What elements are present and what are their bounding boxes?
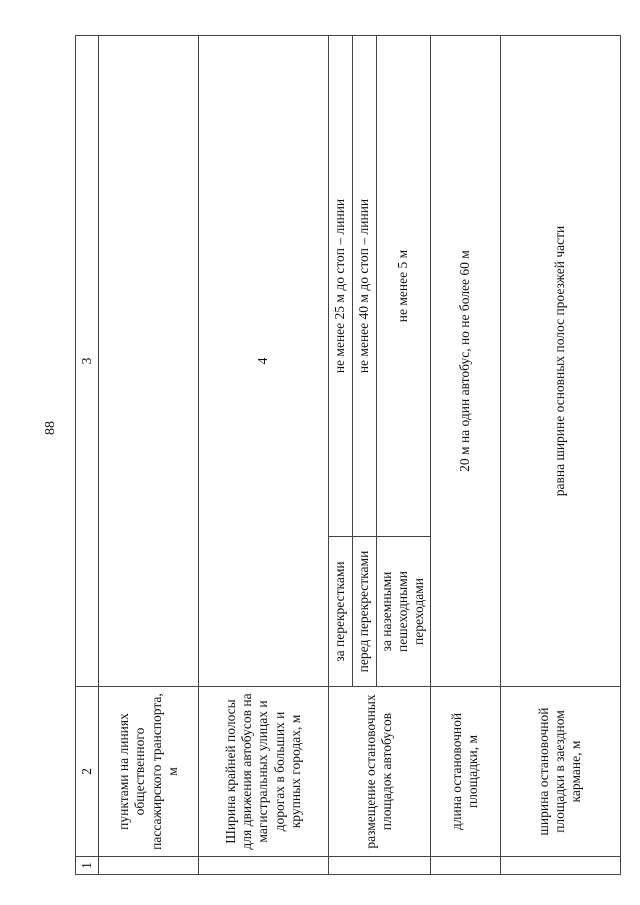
row3-sub2-location: перед перекрестками: [353, 537, 377, 687]
row1-label: пунктами на линиях общественного пассажирского транспорта, м: [99, 687, 199, 857]
row2-value: 4: [199, 36, 329, 687]
header-col2: 2: [76, 687, 99, 857]
row3-col1: [329, 857, 431, 875]
row2-label: Ширина крайней полосы для движения автобусов на магистральных улицах и дорогах в больших и крупных городах, м: [199, 687, 329, 857]
row3-sub3-location: за наземными пешеходными переходами: [377, 537, 431, 687]
row3-sub2-value: не менее 40 м до стоп – линии: [353, 36, 377, 537]
rotated-table-wrapper: [75, 35, 585, 875]
row3-label: размещение остановочных площадок автобусов: [329, 687, 431, 857]
row3-sub3-value: не менее 5 м: [377, 36, 431, 537]
table-row: [500, 36, 620, 875]
spec-table: [75, 35, 621, 875]
header-col1: 1: [76, 857, 99, 875]
row3-sub1-location: за перекрестками: [329, 537, 353, 687]
table-row: [199, 36, 329, 875]
table-frame: [75, 35, 585, 875]
row1-col1: [99, 857, 199, 875]
table-row: [99, 36, 199, 875]
header-col3: 3: [76, 36, 99, 687]
row1-value: [99, 36, 199, 687]
row2-col1: [199, 857, 329, 875]
row5-label: ширина остановочной площадки в заездном кармане, м: [500, 687, 620, 857]
row4-value: 20 м на один автобус, но не более 60 м: [430, 36, 500, 687]
row3-sub1-value: не менее 25 м до стоп – линии: [329, 36, 353, 537]
table-row: [329, 36, 353, 875]
row5-value: равна ширине основных полос проезжей части: [500, 36, 620, 687]
row5-col1: [500, 857, 620, 875]
page-number: 88: [43, 421, 58, 435]
row4-col1: [430, 857, 500, 875]
table-row: [430, 36, 500, 875]
row4-label: длина остановочной площадки, м: [430, 687, 500, 857]
header-row: [76, 36, 99, 875]
